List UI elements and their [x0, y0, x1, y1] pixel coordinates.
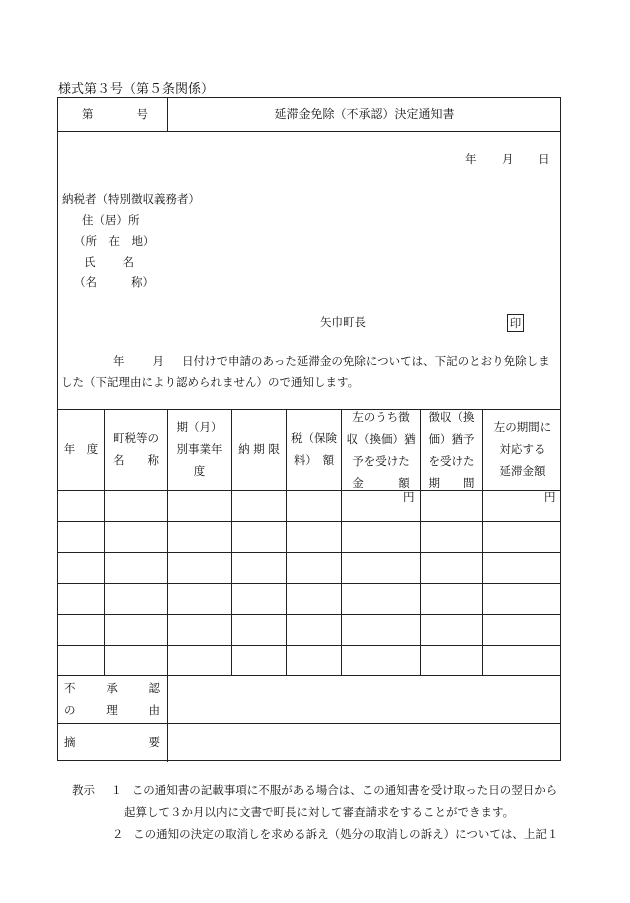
- taxpayer-label: 納税者（特別徴収義務者）: [62, 192, 200, 206]
- document-title: 延滞金免除（不承認）決定通知書: [274, 107, 455, 121]
- date-year: 年: [465, 152, 477, 166]
- row-line: [58, 583, 560, 584]
- col-header-due-date: 納 期 限: [238, 442, 280, 456]
- col-header-deferral-period: 徴収（換 価）猶予 を受けた 期 間: [428, 410, 475, 490]
- notice-form: [57, 97, 561, 761]
- row-line: [58, 521, 560, 522]
- instructions: 教示 １ この通知書の記載事項に不服がある場合は、この通知書を受け取った日の翌日から 起算して３か月以内に文書で町長に対して審査請求をすることができます。 ２ この通知の決定の取消しを求める訴え（処分の取消しの訴え）については、上記１: [72, 783, 559, 841]
- table-top-line: [58, 409, 560, 410]
- address-label: 住（居）所: [82, 213, 140, 227]
- reason-bottom-line: [58, 723, 560, 724]
- body-line-1: 年 月 日付けで申請のあった延滞金の免除については、下記のとおり免除しま: [113, 354, 550, 368]
- table-header-bottom-line: [58, 490, 560, 491]
- date-month: 月: [502, 152, 514, 166]
- col-header-fiscal-year: 年 度: [63, 442, 99, 456]
- seal-box: 印: [507, 314, 524, 332]
- unit-yen: 円: [403, 490, 415, 504]
- header-divider: [58, 131, 560, 132]
- col-header-late-fee: 左の期間に 対応する 延滞金額: [493, 420, 552, 478]
- form-number: 様式第３号（第５条関係）: [58, 82, 215, 97]
- remarks-label: 摘 要: [64, 735, 160, 749]
- col-header-deferred-amount: 左のうち徴 収（換価）猶 予を受けた 金 額: [346, 410, 416, 490]
- corporate-name-label: （名 称）: [74, 275, 154, 289]
- issuer-name: 矢巾町長: [320, 315, 366, 329]
- row-line: [58, 645, 560, 646]
- col-header-period: 期（月） 別事業年 度: [176, 420, 223, 478]
- row-line: [58, 552, 560, 553]
- unit-yen: 円: [544, 490, 556, 504]
- instructions-heading: 教示: [72, 783, 95, 797]
- table-bottom-line: [58, 675, 560, 676]
- rejection-reason-label: 不 承 認 の 理 由: [64, 681, 160, 717]
- body-line-2: した（下記理由により認められません）ので通知します。: [61, 375, 360, 389]
- col-header-tax-name: 町税等の 名 称: [113, 431, 159, 467]
- number-label: 第 号: [82, 107, 148, 121]
- name-label: 氏 名: [84, 255, 134, 269]
- row-line: [58, 614, 560, 615]
- col-header-tax-amount: 税（保険 料） 額: [291, 431, 337, 467]
- date-day: 日: [538, 152, 550, 166]
- location-label: （所 在 地）: [74, 234, 155, 248]
